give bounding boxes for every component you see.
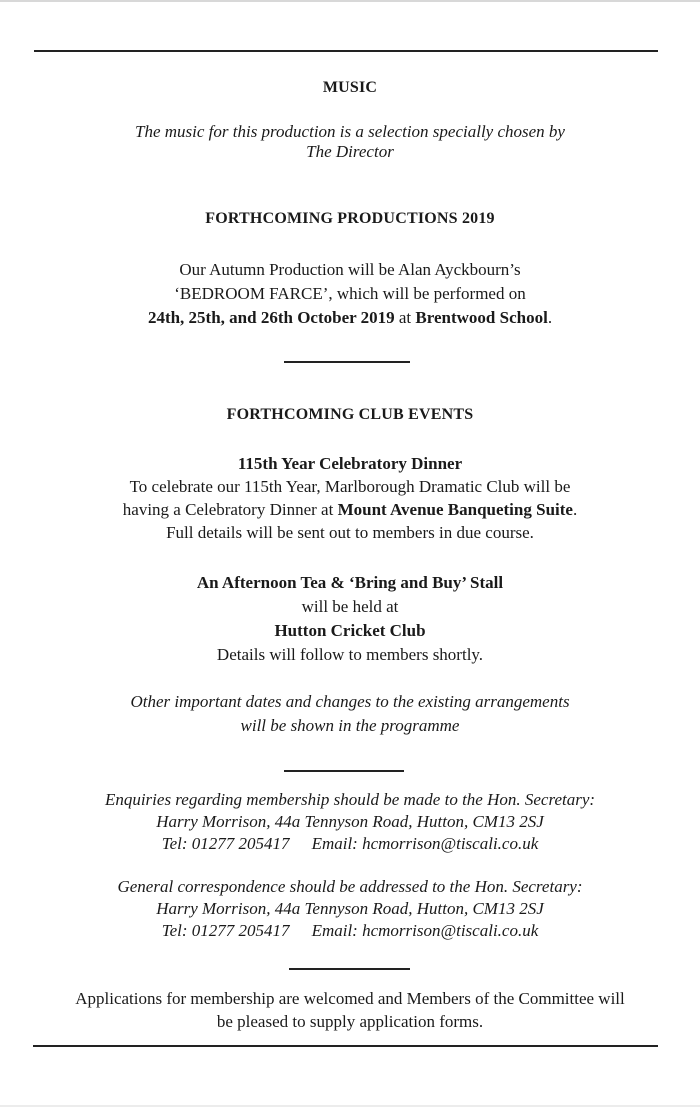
correspondence-contact: [0, 920, 700, 942]
productions-heading: FORTHCOMING PRODUCTIONS 2019: [205, 210, 495, 227]
dinner-period: .: [572, 500, 578, 519]
correspondence-address: Harry Morrison, 44a Tennyson Road, Hutton, CM13 2SJ: [156, 899, 544, 918]
enquiries-intro: Enquiries regarding membership should be made to the Hon. Secretary:: [104, 790, 596, 809]
page-top-edge: [0, 0, 700, 2]
applications-section: [0, 987, 700, 1033]
enquiries-email[interactable]: Email: hcmorrison@tiscali.co.uk: [311, 834, 539, 853]
enquiries-contact: [0, 833, 700, 855]
events-note-line-1: Other important dates and changes to the existing arrangements: [130, 692, 570, 711]
production-dates: 24th, 25th, and 26th October 2019: [147, 308, 395, 327]
enquiries-section: [0, 789, 700, 855]
production-period: .: [547, 308, 553, 327]
productions-section: [0, 207, 700, 230]
correspondence-intro: General correspondence should be addressed to the Hon. Secretary:: [117, 877, 583, 896]
dinner-title: 115th Year Celebratory Dinner: [237, 454, 463, 473]
tea-venue: Hutton Cricket Club: [274, 621, 426, 640]
productions-description: [0, 258, 700, 330]
bottom-divider: [33, 1045, 658, 1047]
tea-line-2: Details will follow to members shortly.: [216, 645, 484, 664]
applications-line-2: be pleased to supply application forms.: [216, 1012, 484, 1031]
correspondence-email[interactable]: Email: hcmorrison@tiscali.co.uk: [311, 921, 539, 940]
tea-event: [0, 571, 700, 667]
music-section: [0, 76, 700, 99]
club-events-heading: FORTHCOMING CLUB EVENTS: [226, 406, 474, 423]
dinner-line-2: [0, 498, 700, 521]
page-bottom-edge: [0, 1105, 700, 1107]
section-divider-3: [289, 968, 410, 970]
productions-line-2: ‘BEDROOM FARCE’, which will be performed on: [174, 284, 526, 303]
events-note: [0, 690, 700, 738]
tea-title: An Afternoon Tea & ‘Bring and Buy’ Stall: [196, 573, 504, 592]
top-divider: [34, 50, 658, 52]
productions-line-3: [0, 306, 700, 330]
applications-line-1: Applications for membership are welcomed and Members of the Committee will: [75, 989, 625, 1008]
dinner-line-3: Full details will be sent out to members in due course.: [166, 523, 534, 542]
dinner-event: [0, 452, 700, 544]
music-heading: MUSIC: [322, 79, 378, 96]
music-line-1: The music for this production is a selection specially chosen by: [135, 122, 565, 141]
events-note-line-2: will be shown in the programme: [240, 716, 460, 735]
production-venue: Brentwood School: [415, 308, 548, 327]
club-events-section: [0, 403, 700, 426]
dinner-line-2-text: having a Celebratory Dinner at: [122, 500, 338, 519]
music-description: [0, 120, 700, 163]
dinner-venue: Mount Avenue Banqueting Suite: [337, 500, 573, 519]
section-divider-2: [284, 770, 404, 772]
dinner-line-1: To celebrate our 115th Year, Marlborough Dramatic Club will be: [129, 477, 571, 496]
production-at: at: [394, 308, 416, 327]
correspondence-tel: Tel: 01277 205417: [161, 921, 290, 940]
enquiries-tel: Tel: 01277 205417: [161, 834, 290, 853]
productions-line-1: Our Autumn Production will be Alan Ayckbourn’s: [179, 260, 521, 279]
tea-line-1: will be held at: [301, 597, 399, 616]
music-line-2: The Director: [306, 142, 394, 161]
section-divider-1: [284, 361, 410, 363]
enquiries-address: Harry Morrison, 44a Tennyson Road, Hutton, CM13 2SJ: [156, 812, 544, 831]
correspondence-section: [0, 876, 700, 942]
